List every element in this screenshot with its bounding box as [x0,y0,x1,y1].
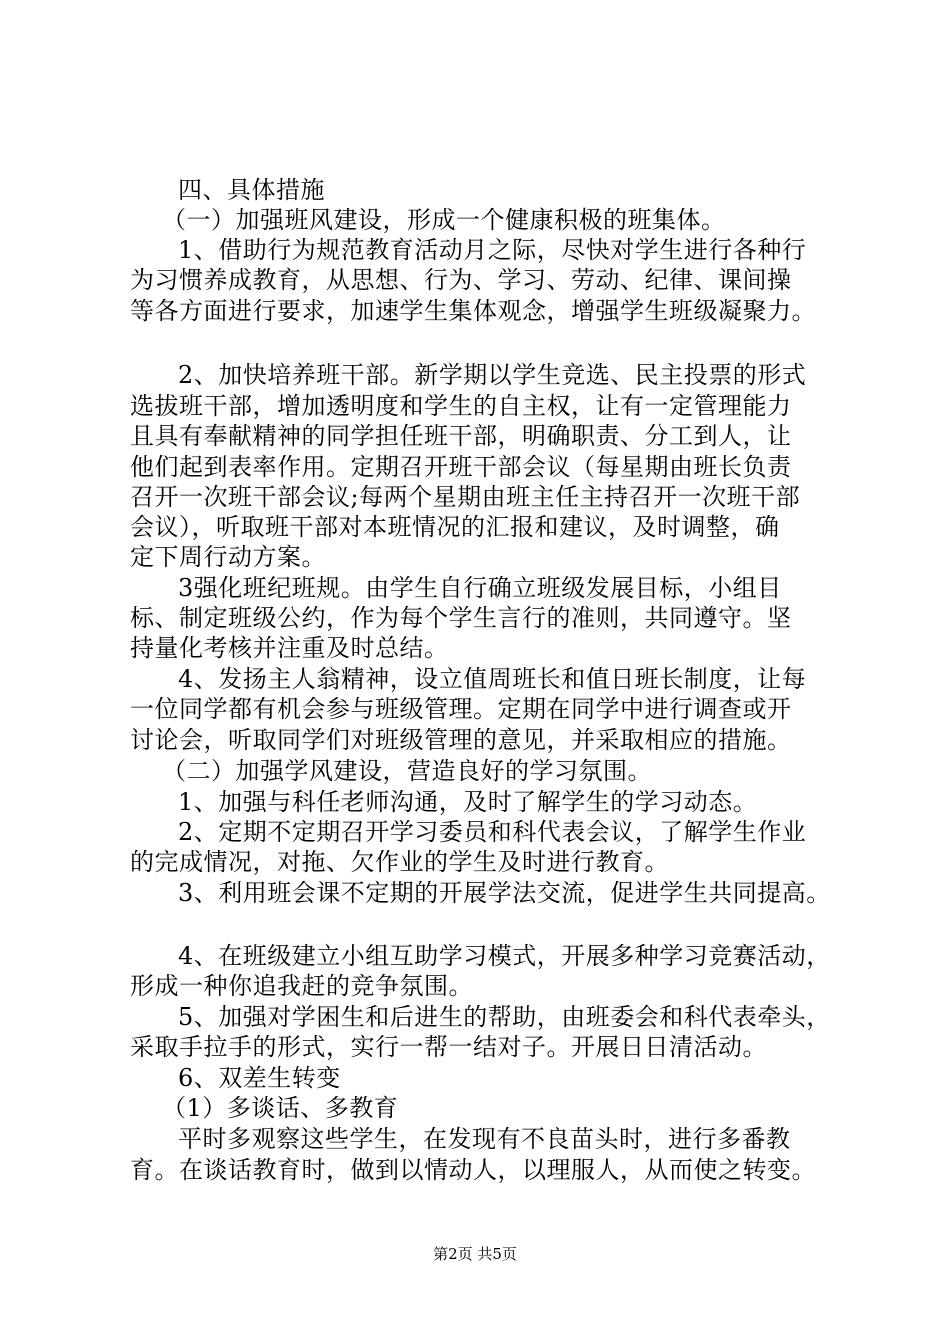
paragraph-line: 且具有奉献精神的同学担任班干部，明确职责、分工到人，让 [130,422,792,450]
paragraph-line: 的完成情况，对拖、欠作业的学生及时进行教育。 [130,848,669,876]
paragraph-line: 2、定期不定期召开学习委员和科代表会议，了解学生作业 [178,818,807,846]
paragraph-line: 选拔班干部，增加透明度和学生的自主权，让有一定管理能力 [130,392,792,420]
heading-specific-measures: 四、具体措施 [178,176,325,204]
subheading-student-transformation: 6、双差生转变 [178,1064,341,1092]
paragraph-line: 3强化班纪班规。由学生自行确立班级发展目标，小组目 [178,574,782,602]
paragraph-line: 标、制定班级公约，作为每个学生言行的准则，共同遵守。坚 [130,604,792,632]
paragraph-line: 4、发扬主人翁精神，设立值周班长和值日班长制度，让每 [178,665,807,693]
paragraph-line: 育。在谈话教育时，做到以情动人，以理服人，从而使之转变。 [130,1156,816,1184]
paragraph-line: 会议），听取班干部对本班情况的汇报和建议，及时调整，确 [130,513,780,541]
paragraph-line: 3、利用班会课不定期的开展学法交流，促进学生共同提高。 [178,879,831,907]
paragraph-line: 1、借助行为规范教育活动月之际，尽快对学生进行各种行 [178,236,807,264]
paragraph-line: 持量化考核并注重及时总结。 [130,634,449,662]
paragraph-line: 讨论会，听取同学们对班级管理的意见，并采取相应的措施。 [130,726,792,754]
page-number-footer: 第2页 共5页 [433,1245,517,1263]
paragraph-line: 召开一次班干部会议;每两个星期由班主任主持召开一次班干部 [130,483,801,511]
paragraph-line: 定下周行动方案。 [130,543,326,571]
paragraph-line: 5、加强对学困生和后进生的帮助，由班委会和科代表牵头， [178,1003,831,1031]
subheading-talk-educate: （1）多谈话、多教育 [162,1094,399,1122]
paragraph-line: 采取手拉手的形式，实行一帮一结对子。开展日日清活动。 [130,1033,767,1061]
paragraph-line: 形成一种你追我赶的竞争氛围。 [130,972,473,1000]
paragraph-line: 平时多观察这些学生，在发现有不良苗头时，进行多番教 [178,1125,791,1153]
paragraph-line: 4、在班级建立小组互助学习模式，开展多种学习竞赛活动， [178,942,831,970]
paragraph-line: 等各方面进行要求，加速学生集体观念，增强学生班级凝聚力。 [130,297,816,325]
subheading-class-style: （一）加强班风建设，形成一个健康积极的班集体。 [162,206,726,234]
paragraph-line: 1、加强与科任老师沟通，及时了解学生的学习动态。 [178,788,758,816]
paragraph-line: 他们起到表率作用。定期召开班干部会议（每星期由班长负责 [130,453,792,481]
subheading-study-style: （二）加强学风建设，营造良好的学习氛围。 [162,757,652,785]
paragraph-line: 2、加快培养班干部。新学期以学生竞选、民主投票的形式 [178,361,807,389]
paragraph-line: 一位同学都有机会参与班级管理。定期在同学中进行调查或开 [130,695,792,723]
paragraph-line: 为习惯养成教育，从思想、行为、学习、劳动、纪律、课间操 [130,266,792,294]
